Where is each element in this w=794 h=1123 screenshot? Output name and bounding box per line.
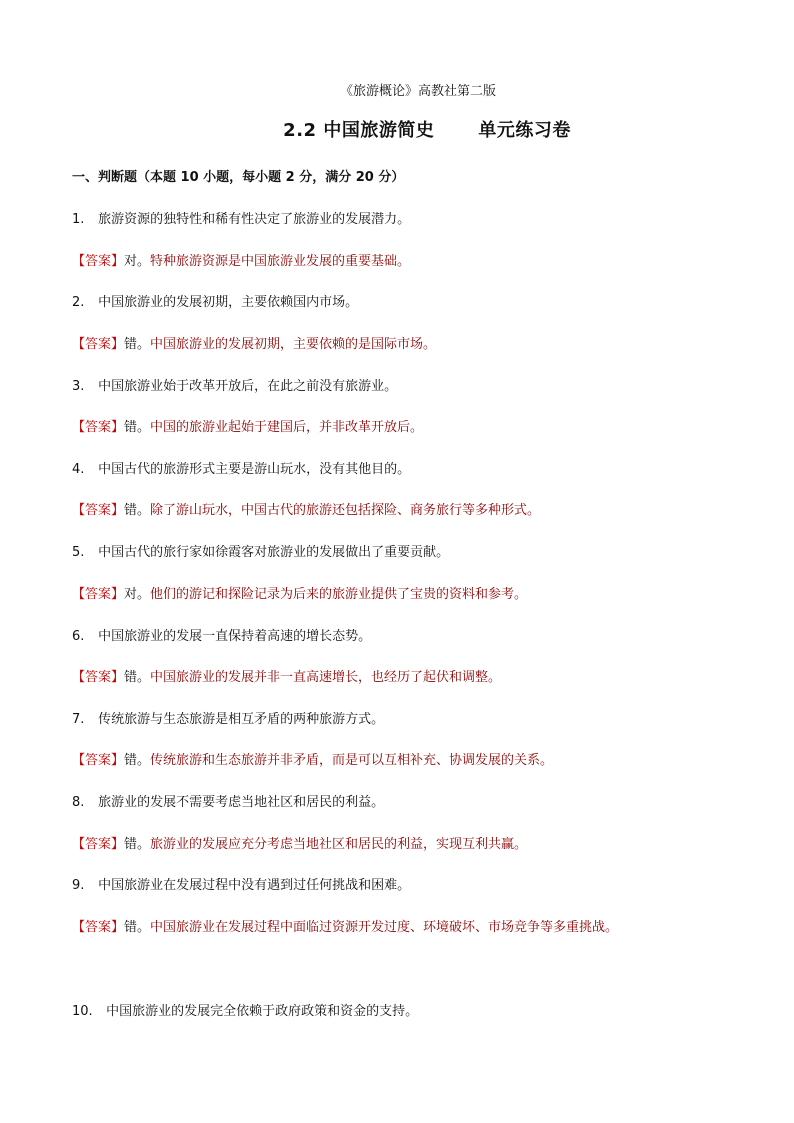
- question-number: 6.: [72, 629, 85, 644]
- answer-explanation: 传统旅游和生态旅游并非矛盾，而是可以互相补充、协调发展的关系。: [150, 753, 554, 768]
- question-4: [72, 458, 410, 477]
- answer-verdict: 错。: [124, 337, 151, 352]
- question-text: 中国旅游业始于改革开放后，在此之前没有旅游业。: [98, 379, 398, 394]
- question-8: [72, 791, 384, 810]
- question-3: [72, 375, 397, 394]
- question-text: 中国古代的旅行家如徐霞客对旅游业的发展做出了重要贡献。: [98, 545, 450, 560]
- question-number: 9.: [72, 878, 85, 893]
- answer-explanation: 中国旅游业的发展并非一直高速增长，也经历了起伏和调整。: [150, 670, 502, 685]
- title-right: 单元练习卷: [478, 120, 571, 141]
- answer-5: [72, 583, 527, 602]
- answer-tag: 【答案】: [72, 254, 125, 269]
- answer-9: [72, 916, 618, 935]
- answer-7: [72, 749, 553, 768]
- answer-tag: 【答案】: [72, 837, 125, 852]
- answer-1: [72, 250, 410, 269]
- question-text: 中国旅游业的发展完全依赖于政府政策和资金的支持。: [106, 1004, 419, 1019]
- answer-6: [72, 666, 501, 685]
- document-subtitle: 《旅游概论》高教社第二版: [339, 84, 496, 99]
- question-number: 2.: [72, 295, 85, 310]
- answer-tag: 【答案】: [72, 920, 125, 935]
- section-heading: 一、判断题（本题 10 小题，每小题 2 分，满分 20 分）: [72, 170, 405, 185]
- question-text: 中国旅游业在发展过程中没有遇到过任何挑战和困难。: [98, 878, 411, 893]
- question-2: [72, 291, 358, 310]
- answer-explanation: 他们的游记和探险记录为后来的旅游业提供了宝贵的资料和参考。: [150, 587, 528, 602]
- question-text: 旅游资源的独特性和稀有性决定了旅游业的发展潜力。: [98, 212, 411, 227]
- document-title: [0, 116, 794, 142]
- answer-explanation: 中国的旅游业起始于建国后，并非改革开放后。: [150, 420, 424, 435]
- question-number: 8.: [72, 795, 85, 810]
- answer-explanation: 特种旅游资源是中国旅游业发展的重要基础。: [150, 254, 411, 269]
- answer-verdict: 错。: [124, 753, 151, 768]
- question-7: [72, 708, 384, 727]
- answer-explanation: 中国旅游业在发展过程中面临过资源开发过度、环境破坏、市场竞争等多重挑战。: [150, 920, 619, 935]
- answer-verdict: 错。: [124, 420, 151, 435]
- title-left: 2.2 中国旅游简史: [283, 120, 435, 141]
- question-text: 旅游业的发展不需要考虑当地社区和居民的利益。: [98, 795, 385, 810]
- question-number: 1.: [72, 212, 85, 227]
- question-9: [72, 874, 410, 893]
- question-text: 中国古代的旅游形式主要是游山玩水，没有其他目的。: [98, 462, 411, 477]
- answer-verdict: 对。: [124, 254, 151, 269]
- answer-explanation: 除了游山玩水，中国古代的旅游还包括探险、商务旅行等多种形式。: [150, 503, 541, 518]
- question-1: [72, 208, 410, 227]
- question-text: 传统旅游与生态旅游是相互矛盾的两种旅游方式。: [98, 712, 385, 727]
- answer-tag: 【答案】: [72, 670, 125, 685]
- answer-3: [72, 416, 423, 435]
- answer-explanation: 旅游业的发展应充分考虑当地社区和居民的利益，实现互利共赢。: [150, 837, 528, 852]
- question-6: [72, 625, 371, 644]
- question-number: 5.: [72, 545, 85, 560]
- answer-verdict: 错。: [124, 503, 151, 518]
- question-text: 中国旅游业的发展初期，主要依赖国内市场。: [98, 295, 359, 310]
- answer-tag: 【答案】: [72, 337, 125, 352]
- answer-tag: 【答案】: [72, 503, 125, 518]
- answer-tag: 【答案】: [72, 420, 125, 435]
- answer-verdict: 错。: [124, 837, 151, 852]
- answer-4: [72, 499, 540, 518]
- answer-verdict: 错。: [124, 670, 151, 685]
- question-number: 7.: [72, 712, 85, 727]
- answer-tag: 【答案】: [72, 587, 125, 602]
- answer-8: [72, 833, 527, 852]
- answer-explanation: 中国旅游业的发展初期，主要依赖的是国际市场。: [150, 337, 437, 352]
- question-number: 10.: [72, 1004, 93, 1019]
- question-5: [72, 541, 449, 560]
- answer-2: [72, 333, 436, 352]
- question-10: [72, 1000, 418, 1019]
- question-number: 3.: [72, 379, 85, 394]
- answer-verdict: 对。: [124, 587, 151, 602]
- answer-verdict: 错。: [124, 920, 151, 935]
- question-number: 4.: [72, 462, 85, 477]
- question-text: 中国旅游业的发展一直保持着高速的增长态势。: [98, 629, 372, 644]
- answer-tag: 【答案】: [72, 753, 125, 768]
